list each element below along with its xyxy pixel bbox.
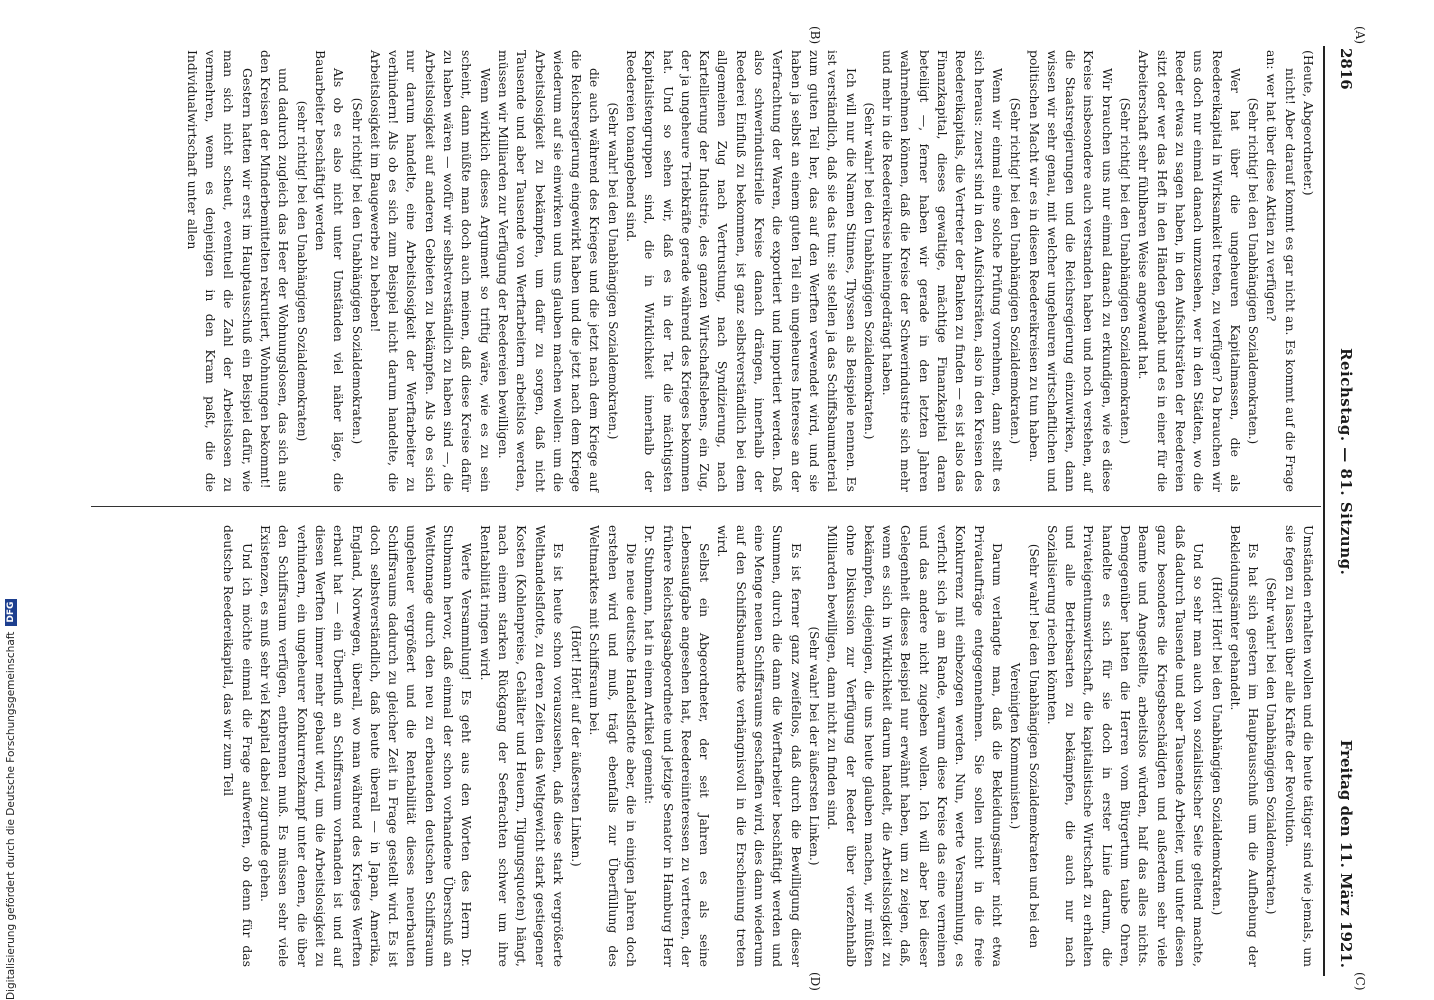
paragraph: Und ich möchte einmal die Frage aufwerfen, ob denn für das deutsche Reedereikapital, das wir zum Teil — [221, 525, 255, 967]
interjection: (Sehr wahr! bei den Unabhängigen Sozialdemokraten.) — [605, 102, 620, 440]
newspaper-page — [82, 26, 1367, 991]
interjection: (Sehr richtig! bei den Unabhängigen Sozialdemokraten.) — [1008, 97, 1023, 445]
paragraph: Und so sehr man auch von sozialistischer Seite geltend machte, daß dadurch Tausende und aber Tausende Arbeiter, und unter diesen ganz besonders die Kriegsbeschädigten und außerdem sehr viele Beamte und Angestellte, arbeitslos würden, half das alles nichts. Demgegenüber hatten die Herren vom Bürgertum taube Ohren, handelte es sich für sie doch in erster Linie darum, die Privateigentumswirtschaft, die kapitalistische Wirtschaft zu erhalten und alle Betriebsarten zu bekämpfen, die auch nur nach Sozialisierung riechen könnten. — [1044, 525, 1207, 967]
interjection: (Sehr richtig! bei den Unabhängigen Sozialdemokraten.) — [1118, 97, 1133, 445]
interjection: (Sehr wahr! bei den Unabhängigen Sozialdemokraten und bei den Vereinigten Kommunisten.) — [1008, 543, 1041, 949]
interjection: (Sehr richtig! bei den Unabhängigen Sozialdemokraten.) — [349, 97, 364, 445]
paragraph: Wenn wir einmal eine solche Prüfung vornehmen, dann stellt es sich heraus: zuerst sind in den Aufsichtsräten, also in den Kreisen des Reedereikapitals, die Vertreter der Banken zu finden — es ist also das Finanzkapital, dieses gewaltige, mächtige Finanzkapital daran beteiligt —, ferner haben wir gerade in den letzten Jahren wahrnehmen können, daß die Kreise der Schwerindustrie sich mehr und mehr in die Reedereikreise hineingedrängt haben. — [880, 50, 1005, 492]
margin-mark-a: (A) — [1353, 26, 1367, 45]
margin-mark-b: (B) — [808, 26, 822, 45]
header-rule — [1323, 46, 1325, 976]
paragraph: Die neue deutsche Handelsflotte aber, die in einigen Jahren doch erstehen wird und muß, trägt ebenfalls zur Überfüllung des Weltmarktes mit Schiffsraum bei. — [587, 525, 640, 967]
paragraph: (Heute, Abgeordneter.) — [1301, 50, 1316, 196]
left-text-column — [183, 50, 1317, 492]
right-text-column — [219, 525, 1317, 967]
dfg-logo-icon: DFG — [5, 599, 17, 626]
paragraph: Werte Versammlung! Es geht aus den Worten des Herrn Dr. Stubmann hervor, daß einmal der schon vorhandene Überschuß an Welttonnage durch den neu zu erbauenden deutschen Schiffsraum ungeheuer vergrößert und die Rentabilität dieses neuerbauten Schiffsraums dadurch zu gleicher Zeit in Frage gestellt wird. Es ist doch selbstverständlich, daß heute überall — in Japan, Amerika, England, Norwegen, überall, wo man während des Krieges Werften erbaut hat — ein Überfluß an Schiffsraum vorhanden ist und auf diesen Werften immer mehr gebaut wird, um die Arbeitslosigkeit zu verhindern, ein ungeheurer Konkurrenzkampf unter denen, die über den Schiffsraum verfügen, entbrennen muß. Es müssen sehr viele Existenzen, es muß sehr viel Kapital dabei zugrunde gehen. — [258, 525, 475, 967]
digitization-credit — [0, 0, 22, 1000]
paragraph: Wir brauchen uns nur einmal danach zu erkundigen, wie es diese Kreise insbesondere auch verstanden haben und noch verstehen, auf die Staatsregierungen und die Reichsregierung einzuwirken, dann wissen wir sehr genau, mit welcher ungeheuren wirtschaftlichen und politischen Macht wir es in diesen Reedereikreisen zu tun haben. — [1026, 50, 1115, 492]
paragraph: Es ist heute schon vorauszusehen, daß diese stark vergrößerte Welthandelsflotte, zu deren Zeiten das Weltgewicht stark gestiegener Kosten (Kohlenpreise, Gehälter und Heuern, Tilgungsquoten) hängt, nach einem starken Rückgang der Seefrachten schwer um ihre Rentabilität ringen wird. — [477, 525, 566, 967]
interjection: (Sehr richtig! bei den Unabhängigen Sozialdemokraten.) — [1246, 97, 1261, 445]
paragraph: Selbst ein Abgeordneter, der seit Jahren es als seine Lebensaufgabe angesehen hat, Reedereiinteressen zu vertreten, der frühere Reichstagsabgeordnete und jetzige Senator in Hamburg Herr Dr. Stubmann, hat in einem Artikel gemeint: — [642, 525, 713, 967]
paragraph: Wenn wirklich dieses Argument so triftig wäre, wie es zu sein scheint, dann müßte man doch auch meinen, daß diese Kreise dafür zu haben wären — wofür wir selbstverständlich zu haben sind —, die Arbeitslosigkeit auf anderen Gebieten zu bekämpfen. Als ob es sich nur darum handelte, eine Arbeitslosigkeit der Werftarbeiter zu verhindern! Als ob es sich zum Beispiel nicht darum handelte, die Arbeitslosigkeit im Baugewerbe zu beheben! — [367, 50, 493, 492]
paragraph: und dadurch zugleich das Heer der Wohnungslosen, das sich aus den Kreisen der Minderbemittelten rekrutiert, Wohnungen bekommt! — [258, 50, 292, 492]
page-title: Reichstag. — 81. Sitzung. — [1337, 348, 1355, 576]
paragraph: Als ob es also nicht unter Umständen viel näher läge, die Bauarbeiter beschäftigt werden — [312, 50, 347, 492]
page-number: 2816 — [1337, 48, 1355, 90]
paragraph: Gestern hatten wir erst im Hauptausschuß ein Beispiel dafür, wie man sich nicht scheut, eventuell die Zahl der Arbeitslosen zu vermehren, wenn es denjenigen in den Kram paßt, die die Individualwirtschaft unter allen — [184, 50, 255, 492]
interjection: (Hört! Hört! bei den Unabhängigen Sozialdemokraten.) — [1209, 576, 1224, 916]
paragraph: Es hat sich gestern im Hauptausschuß um die Aufhebung der Bekleidungsämter gehandelt. — [1227, 525, 1262, 967]
paragraph: Umständen erhalten wollen und die heute tätiger sind wie jemals, um sie fegen zu lassen über alle Kräfte der Revolution. — [1282, 525, 1316, 967]
paragraph: nicht! Aber darauf kommt es gar nicht an. Es kommt auf die Frage an: wer hat über diese Aktien zu verfügen? — [1264, 50, 1298, 492]
interjection: (Sehr wahr! bei den Unabhängigen Sozialdemokraten.) — [861, 102, 876, 440]
paragraph: Ich will nur die Namen Stinnes, Thyssen als Beispiele nennen. Es ist verständlich, daß sie das tun: sie stellen ja das Schiffsbaumaterial zum guten Teil her, das auf den Werften verwendet wird, und sie haben ja selbst an einem guten Teil ein ungeheures Interesse an der Verfrachtung der Waren, die exportiert und importiert werden. Daß also schwerindustrielle Kreise danach drängen, innerhalb der Reederei Einfluß zu bekommen, ist ganz selbstverständlich bei dem allgemeinen Zug nach Vertrustung, nach Syndizierung, nach Kartellierung der Industrie, des ganzen Wirtschaftslebens, ein Zug, der ja ungeheure Triebkräfte gerade während des Krieges bekommen hat. Und so sehen wir, daß es in der Tat die mächtigsten Kapitalistengruppen sind, die in Wirklichkeit innerhalb der Reedereien tonangebend sind. — [624, 50, 859, 492]
page-date: Freitag den 11. März 1921. — [1337, 739, 1355, 968]
paragraph: Darum verlangte man, daß die Bekleidungsämter nicht etwa Privataufträge entgegennehmen. Sie sollen nicht in die freie Konkurrenz mit einbezogen werden. Nun, werte Versammlung, es verficht sich ja am Rande, warum diese Kreise das eine verneinen und das andere nicht zugeben wollen. Ich will aber bei dieser Gelegenheit dieses Beispiel nur erwähnt haben, um zu zeigen, daß, wenn es sich in Wirklichkeit darum handelt, die Arbeitslosigkeit zu bekämpfen, diejenigen, die uns heute glauben machen, wir müßten ohne Diskussion zur Verfügung der Reeder über vierzehnhalb Milliarden bewilligen, dann nicht zu finden sind. — [825, 525, 1005, 967]
page-header — [1327, 48, 1361, 968]
interjection: (Sehr wahr! bei der äußersten Linken.) — [806, 626, 821, 866]
interjection: (sehr richtig! bei den Unabhängigen Sozialdemokraten) — [294, 100, 309, 442]
credit-caption: Digitalisierung gefördert durch die Deutsche Forschungsgemeinschaft — [5, 631, 17, 1000]
margin-mark-c: (C) — [1353, 972, 1367, 991]
interjection: (Hört! Hört! auf der äußersten Linken.) — [569, 625, 584, 867]
paragraph: die auch während des Krieges und die jetzt nach dem Kriege auf die Reichsregierung eingewirkt haben und die jetzt nach dem Kriege wiederum auf sie einwirken und uns glauben machen wollen: um die Arbeitslosigkeit zu bekämpfen, um dafür zu sorgen, daß nicht Tausende und aber Tausende von Werftarbeitern arbeitslos werden, müssen wir Milliarden zur Verfügung der Reedereien bewilligen. — [495, 50, 603, 492]
column-divider — [91, 506, 1321, 507]
margin-mark-d: (D) — [808, 972, 822, 991]
paragraph: Wer hat über die ungeheuren Kapitalmassen, die als Reedereikapital in Wirksamkeit treten, zu verfügen? Da brauchen wir uns doch nur einmal danach umzusehen, wer in den Städten, wo die Reeder etwas zu sagen haben, in den Aufsichtsräten der Reedereien sitzt oder wer das Heft in den Händen gehabt und es in einer für die Arbeiterschaft sehr fühlbaren Weise angewandt hat. — [1136, 50, 1243, 492]
interjection: (Sehr wahr! bei den Unabhängigen Sozialdemokraten.) — [1264, 577, 1279, 915]
paragraph: Es ist ferner ganz zweifellos, daß durch die Bewilligung dieser Summen, durch die dann die Werftarbeiter beschäftigt werden und eine Menge neuen Schiffsraums geschaffen wird, dies dann wiederum auf den Schiffsbaumarkte verhängnisvoll in die Erscheinung treten wird. — [715, 525, 804, 968]
